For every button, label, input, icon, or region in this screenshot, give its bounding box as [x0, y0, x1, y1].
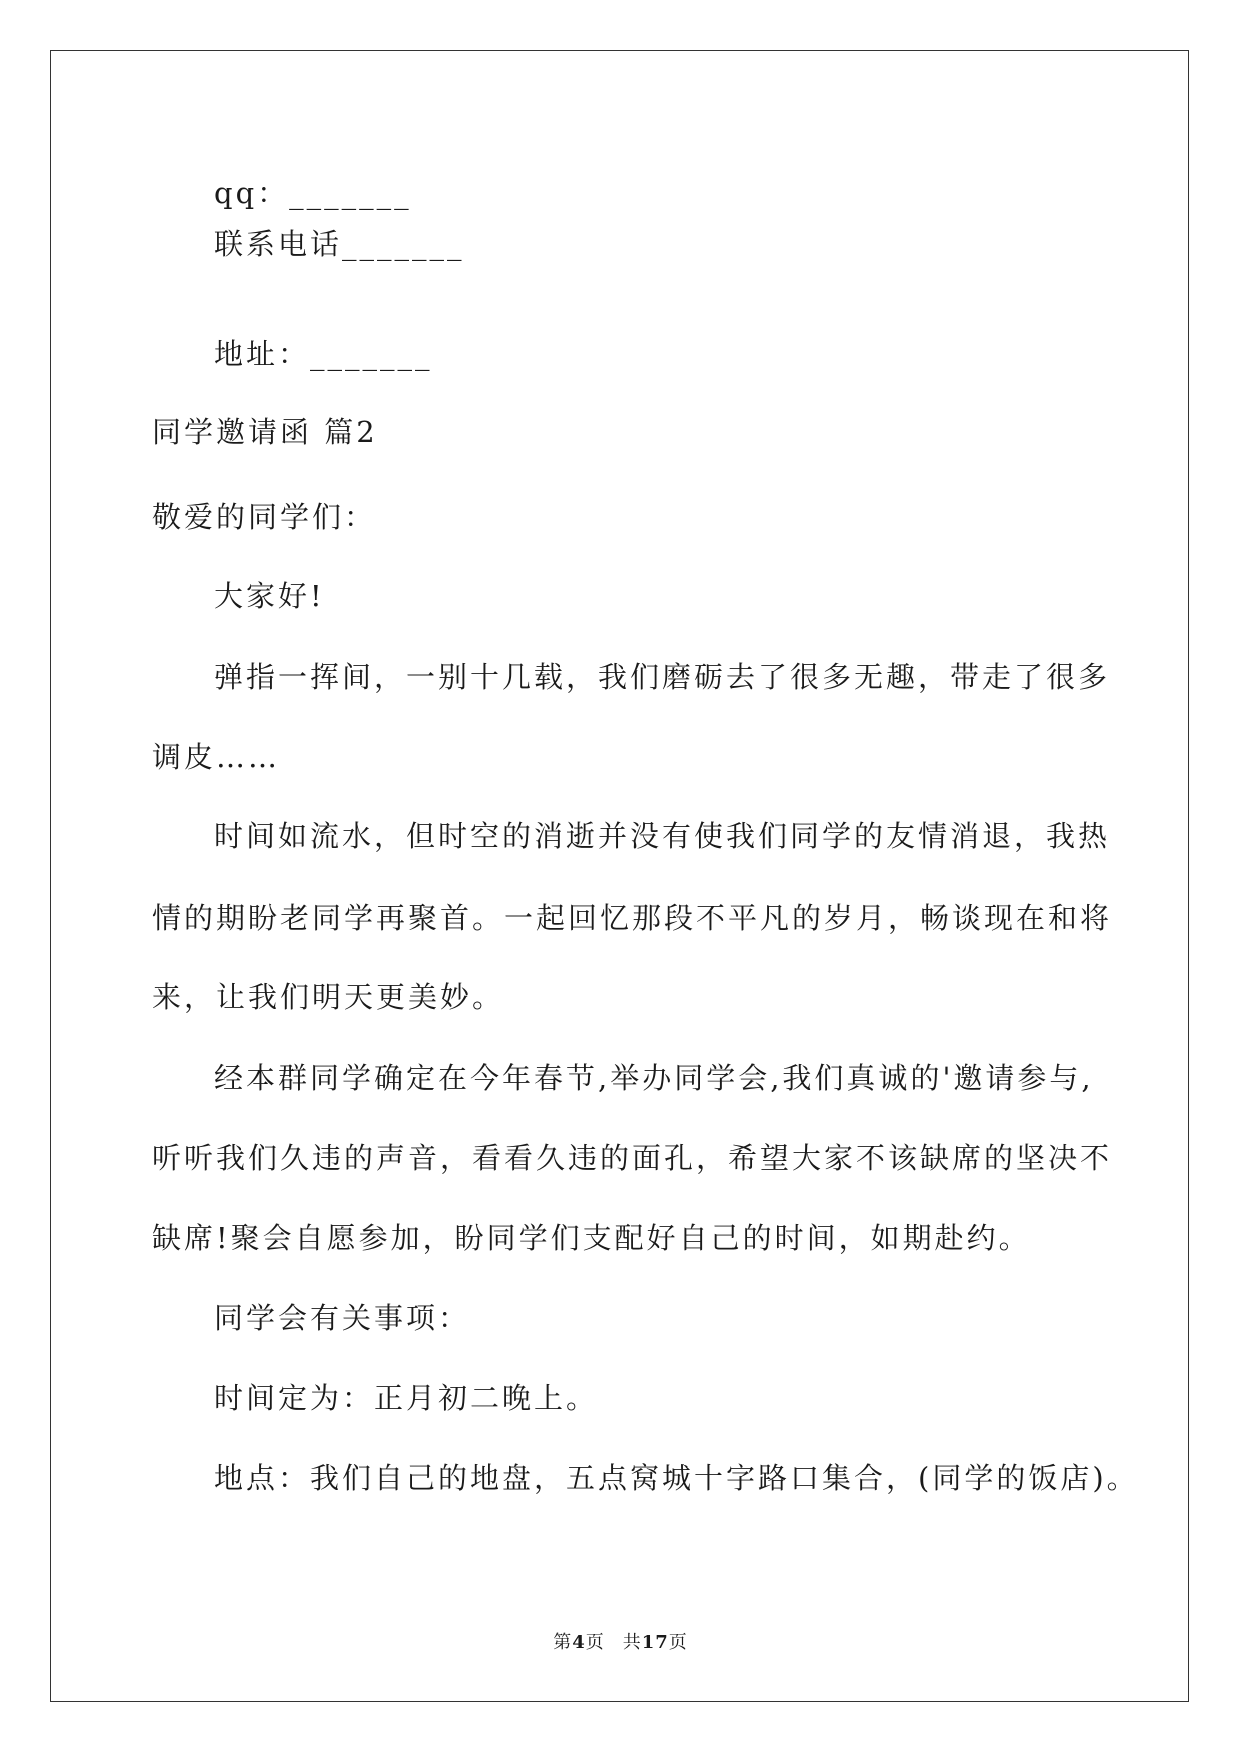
- paragraph-line: 弹指一挥间，一别十几载，我们磨砺去了很多无趣，带走了很多: [214, 660, 1111, 694]
- page-prefix: 第: [553, 1632, 573, 1653]
- paragraph-line: 时间定为：正月初二晚上。: [214, 1381, 599, 1415]
- address-line: 地址：_______: [214, 337, 433, 371]
- page-mid: 页: [585, 1632, 605, 1653]
- section-heading: 同学邀请函 篇2: [152, 415, 378, 449]
- paragraph-line: 来，让我们明天更美妙。: [152, 980, 505, 1014]
- paragraph-line: 经本群同学确定在今年春节,举办同学会,我们真诚的'邀请参与,: [214, 1061, 1094, 1095]
- paragraph-line: 调皮……: [152, 740, 281, 774]
- paragraph-line: 听听我们久违的声音，看看久违的面孔，希望大家不该缺席的坚决不: [152, 1141, 1113, 1175]
- page-total: 17: [641, 1632, 669, 1653]
- page-current: 4: [572, 1632, 586, 1653]
- total-suffix: 页: [668, 1632, 688, 1653]
- paragraph-line: 缺席!聚会自愿参加，盼同学们支配好自己的时间，如期赴约。: [152, 1221, 1031, 1255]
- phone-line: 联系电话_______: [214, 227, 465, 261]
- total-prefix: 共: [622, 1632, 642, 1653]
- qq-line: qq：_______: [214, 176, 412, 210]
- page-border: [50, 50, 1189, 1702]
- salutation: 敬爱的同学们：: [152, 500, 377, 534]
- paragraph-line: 时间如流水，但时空的消逝并没有使我们同学的友情消退，我热: [214, 819, 1111, 853]
- paragraph-line: 地点：我们自己的地盘，五点窝城十字路口集合，(同学的饭店)。: [214, 1461, 1139, 1495]
- page-footer: [0, 1628, 1241, 1654]
- greeting: 大家好!: [214, 579, 325, 613]
- paragraph-line: 同学会有关事项：: [214, 1301, 471, 1335]
- paragraph-line: 情的期盼老同学再聚首。一起回忆那段不平凡的岁月，畅谈现在和将: [152, 901, 1113, 935]
